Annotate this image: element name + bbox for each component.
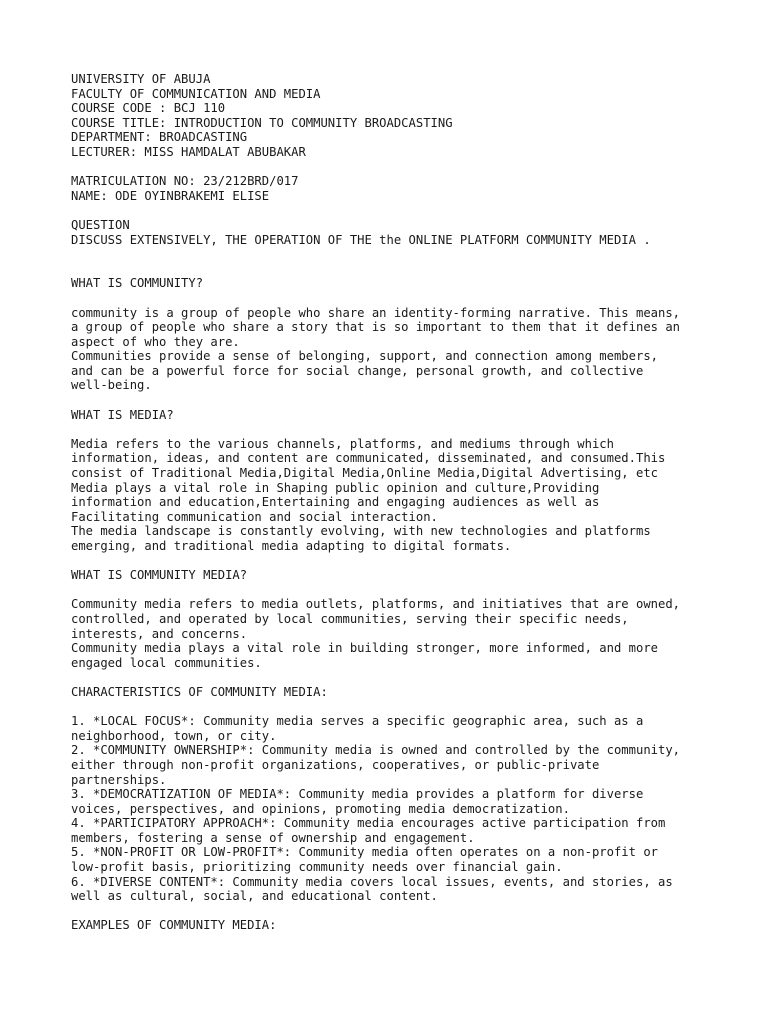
paragraph-line: community is a group of people who share an identity-forming narrative. This means, xyxy=(71,305,681,320)
section-heading: WHAT IS COMMUNITY MEDIA? xyxy=(71,568,248,583)
spacer xyxy=(71,583,731,598)
list-line: well as cultural, social, and educational content. xyxy=(71,889,438,904)
paragraph-line: information, ideas, and content are communicated, disseminated, and consumed.This xyxy=(71,451,666,466)
paragraph-line: Facilitating communication and social interaction. xyxy=(71,509,438,524)
course-title: COURSE TITLE: INTRODUCTION TO COMMUNITY BROADCASTING xyxy=(71,115,453,130)
paragraph-line: Community media refers to media outlets, platforms, and initiatives that are owned, xyxy=(71,597,681,612)
faculty-name: FACULTY OF COMMUNICATION AND MEDIA xyxy=(71,86,321,101)
spacer xyxy=(71,291,731,306)
spacer xyxy=(71,160,731,175)
question-block xyxy=(71,218,731,247)
spacer xyxy=(71,203,731,218)
paragraph-line: and can be a powerful force for social change, personal growth, and collective xyxy=(71,363,644,378)
list-line: 2. *COMMUNITY OWNERSHIP*: Community media is owned and controlled by the community, xyxy=(71,743,681,758)
paragraph-line: a group of people who share a story that is so important to them that it defines an xyxy=(71,320,681,335)
document-body xyxy=(71,72,731,933)
paragraph-line: aspect of who they are. xyxy=(71,334,240,349)
spacer xyxy=(71,247,731,276)
department: DEPARTMENT: BROADCASTING xyxy=(71,130,248,145)
list-line: 4. *PARTICIPATORY APPROACH*: Community media encourages active participation from xyxy=(71,816,666,831)
paragraph-line: Community media plays a vital role in building stronger, more informed, and more xyxy=(71,641,658,656)
spacer xyxy=(71,393,731,408)
section-heading: WHAT IS MEDIA? xyxy=(71,407,174,422)
list-line: 6. *DIVERSE CONTENT*: Community media covers local issues, events, and stories, as xyxy=(71,874,673,889)
question-text: DISCUSS EXTENSIVELY, THE OPERATION OF THE the ONLINE PLATFORM COMMUNITY MEDIA . xyxy=(71,232,651,247)
section-heading: WHAT IS COMMUNITY? xyxy=(71,276,204,291)
student-block xyxy=(71,174,731,203)
section-community-media xyxy=(71,568,731,670)
section-community xyxy=(71,276,731,393)
list-line: 1. *LOCAL FOCUS*: Community media serves a specific geographic area, such as a xyxy=(71,714,644,729)
paragraph-line: engaged local communities. xyxy=(71,655,262,670)
spacer xyxy=(71,904,731,919)
question-label: QUESTION xyxy=(71,217,130,232)
list-line: 5. *NON-PROFIT OR LOW-PROFIT*: Community media often operates on a non-profit or xyxy=(71,845,658,860)
spacer xyxy=(71,700,731,715)
paragraph-line: consist of Traditional Media,Digital Media,Online Media,Digital Advertising, etc xyxy=(71,466,658,481)
list-line: 3. *DEMOCRATIZATION OF MEDIA*: Community media provides a platform for diverse xyxy=(71,787,644,802)
spacer xyxy=(71,670,731,685)
paragraph-line: Media plays a vital role in Shaping public opinion and culture,Providing xyxy=(71,480,600,495)
header-block xyxy=(71,72,731,160)
paragraph-line: The media landscape is constantly evolving, with new technologies and platforms xyxy=(71,524,651,539)
paragraph-line: controlled, and operated by local communities, serving their specific needs, xyxy=(71,611,629,626)
section-examples xyxy=(71,918,731,933)
paragraph-line: interests, and concerns. xyxy=(71,626,248,641)
list-line: members, fostering a sense of ownership and engagement. xyxy=(71,830,475,845)
lecturer: LECTURER: MISS HAMDALAT ABUBAKAR xyxy=(71,144,306,159)
section-characteristics xyxy=(71,685,731,904)
list-line: either through non-profit organizations, cooperatives, or public-private xyxy=(71,757,600,772)
paragraph-line: emerging, and traditional media adapting to digital formats. xyxy=(71,539,512,553)
student-name: NAME: ODE OYINBRAKEMI ELISE xyxy=(71,188,270,203)
list-line: partnerships. xyxy=(71,772,167,787)
spacer xyxy=(71,422,731,437)
paragraph-line: well-being. xyxy=(71,378,152,393)
paragraph-line: Media refers to the various channels, platforms, and mediums through which xyxy=(71,436,614,451)
course-code: COURSE CODE : BCJ 110 xyxy=(71,101,226,116)
section-heading: EXAMPLES OF COMMUNITY MEDIA: xyxy=(71,918,277,933)
section-media xyxy=(71,408,731,554)
matriculation-number: MATRICULATION NO: 23/212BRD/017 xyxy=(71,174,299,189)
university-name: UNIVERSITY OF ABUJA xyxy=(71,72,211,86)
spacer xyxy=(71,554,731,569)
list-line: voices, perspectives, and opinions, promoting media democratization. xyxy=(71,801,570,816)
list-line: low-profit basis, prioritizing community needs over financial gain. xyxy=(71,860,563,875)
paragraph-line: Communities provide a sense of belonging, support, and connection among members, xyxy=(71,349,658,364)
section-heading: CHARACTERISTICS OF COMMUNITY MEDIA: xyxy=(71,684,328,699)
list-line: neighborhood, town, or city. xyxy=(71,728,277,743)
paragraph-line: information and education,Entertaining and engaging audiences as well as xyxy=(71,495,600,510)
